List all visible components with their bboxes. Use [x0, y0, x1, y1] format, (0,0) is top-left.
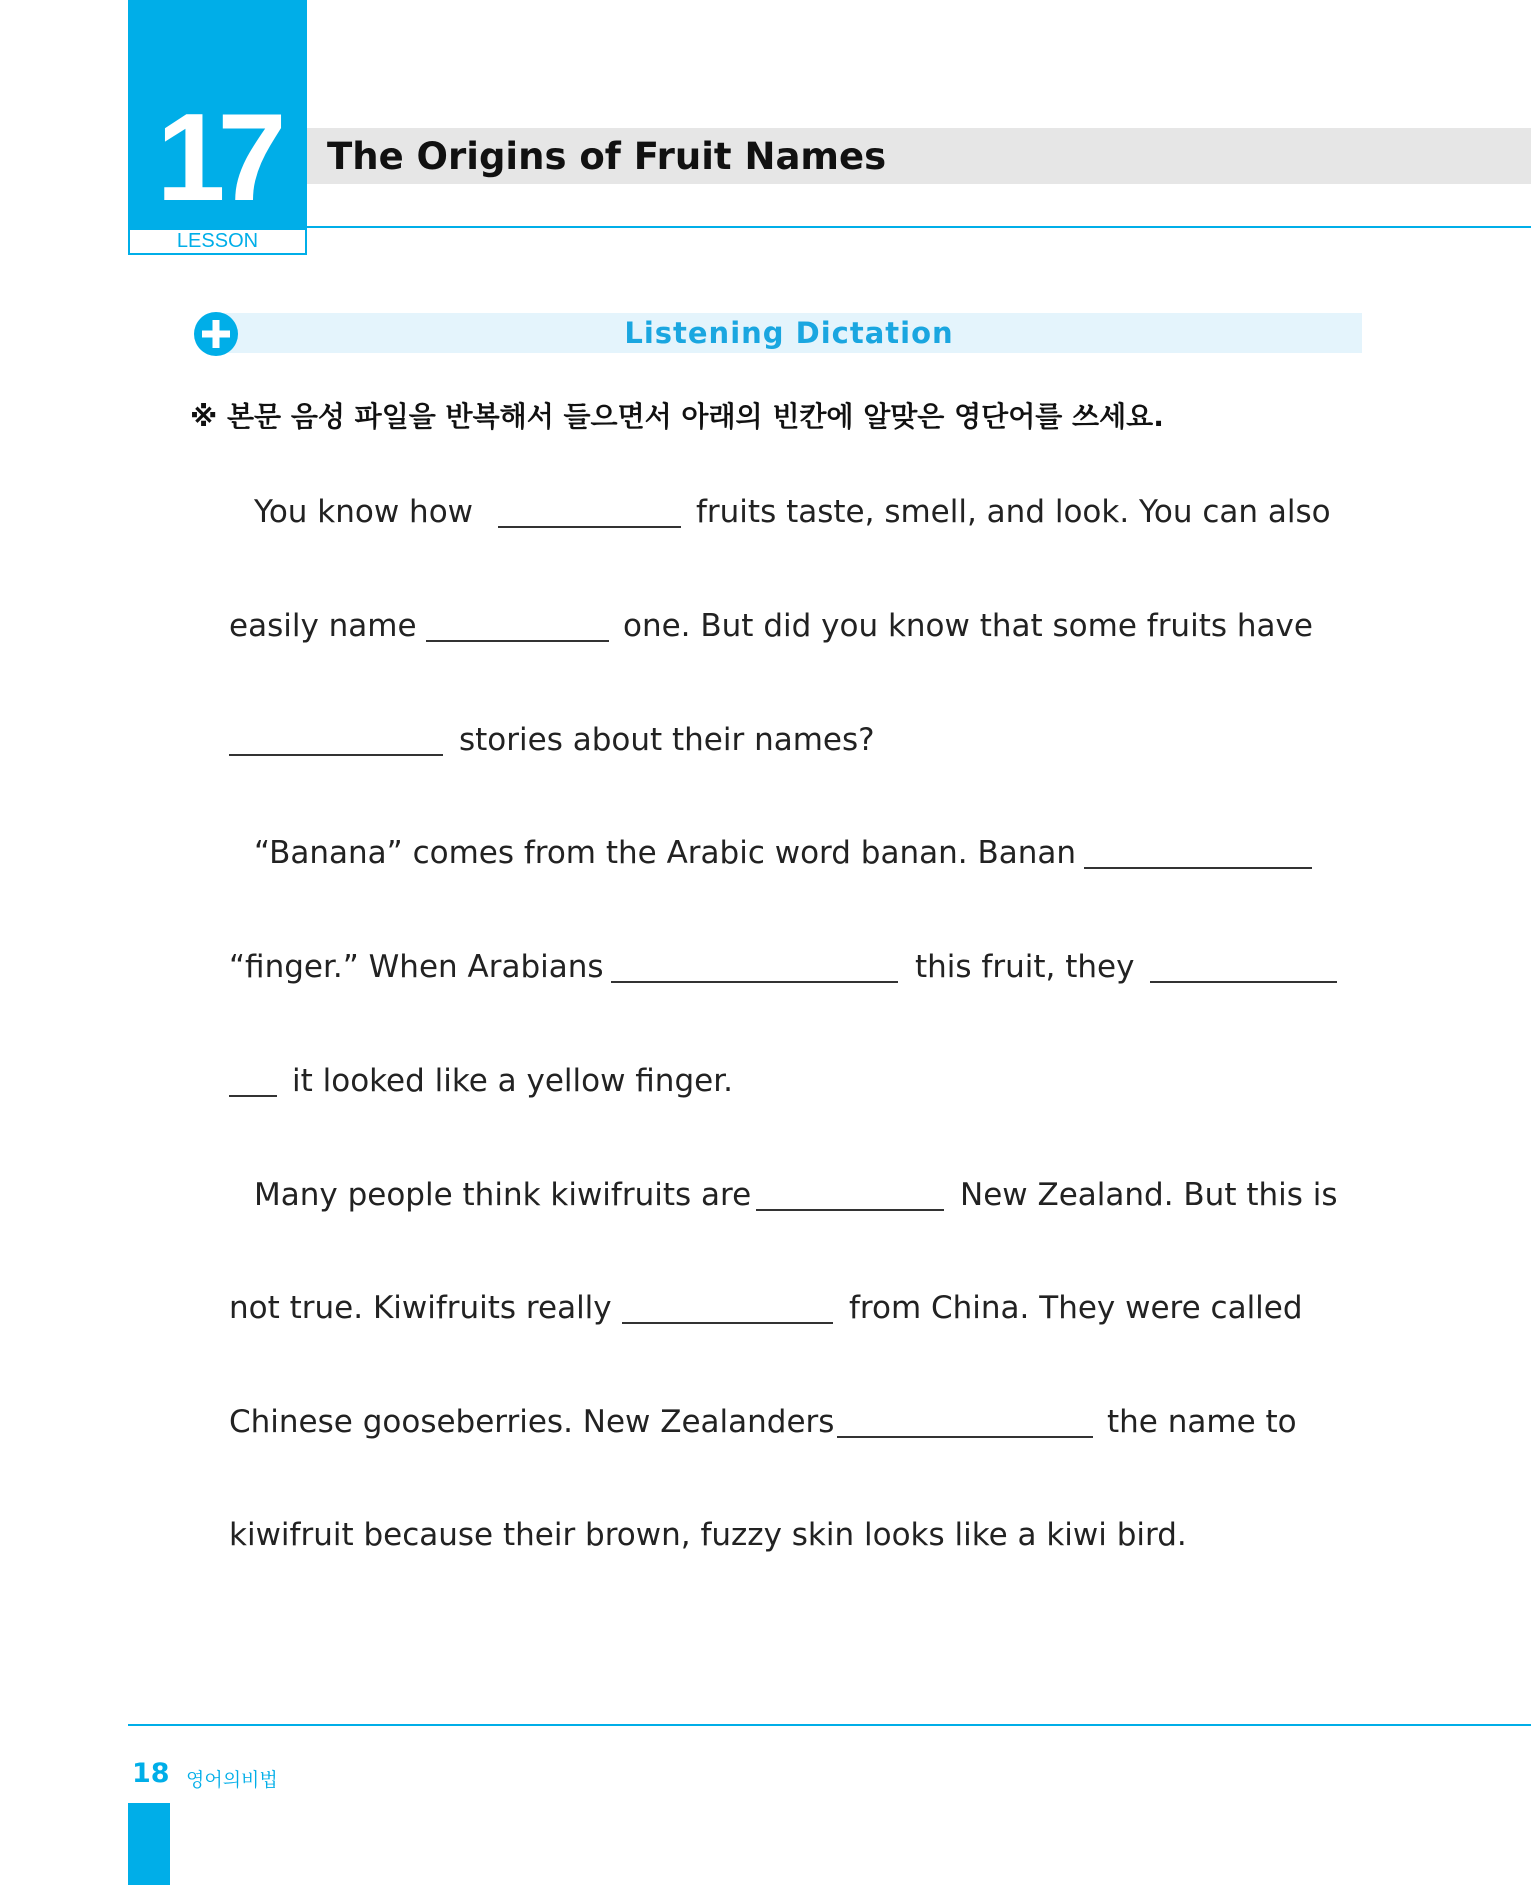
title-band	[307, 128, 1531, 184]
lesson-number-block	[128, 0, 307, 228]
answer-blank[interactable]	[426, 640, 609, 642]
page-number: 18	[132, 1758, 170, 1789]
lesson-label-box	[128, 228, 307, 255]
answer-blank[interactable]	[1084, 867, 1312, 869]
passage-line-7	[229, 1175, 1339, 1215]
passage-line-4	[229, 833, 1339, 873]
passage-text: kiwifruit because their brown, fuzzy skin looks like a kiwi bird.	[229, 1517, 1187, 1553]
book-name: 영어의비법	[186, 1769, 278, 1791]
passage-text: it looked like a yellow finger.	[292, 1063, 733, 1099]
lesson-label: LESSON	[176, 230, 259, 252]
passage-line-5	[229, 947, 1339, 987]
passage-text: easily name	[229, 608, 417, 644]
passage-text: New Zealand. But this is	[960, 1177, 1338, 1213]
footer-divider	[128, 1724, 1531, 1726]
answer-blank[interactable]	[622, 1322, 833, 1324]
passage-text: this fruit, they	[915, 949, 1135, 985]
passage-text: You know how	[254, 494, 474, 530]
answer-blank[interactable]	[229, 754, 443, 756]
answer-blank[interactable]	[611, 981, 898, 983]
passage-text: “Banana” comes from the Arabic word banan. Banan	[254, 835, 1076, 871]
passage-text: the name to	[1107, 1404, 1297, 1440]
passage-line-3	[229, 720, 1339, 760]
page-title: The Origins of Fruit Names	[327, 135, 887, 178]
passage-text: one. But did you know that some fruits have	[623, 608, 1313, 644]
answer-blank[interactable]	[756, 1209, 944, 1211]
passage-text: Many people think kiwifruits are	[254, 1177, 752, 1213]
answer-blank[interactable]	[229, 1095, 277, 1097]
passage-text: fruits taste, smell, and look. You can also	[696, 494, 1331, 530]
footer-tab	[128, 1803, 170, 1885]
plus-circle-icon	[193, 311, 239, 357]
instruction-text: ※ 본문 음성 파일을 반복해서 들으면서 아래의 빈칸에 알맞은 영단어를 쓰세요.	[190, 400, 1164, 433]
passage-text: not true. Kiwifruits really	[229, 1290, 612, 1326]
passage-text: Chinese gooseberries. New Zealanders	[229, 1404, 835, 1440]
answer-blank[interactable]	[498, 526, 681, 528]
lesson-number: 17	[156, 89, 279, 227]
passage-line-2	[229, 606, 1339, 646]
passage-line-9	[229, 1402, 1339, 1442]
passage-text: stories about their names?	[459, 722, 875, 758]
passage-line-10	[229, 1515, 1339, 1555]
header-divider	[307, 226, 1531, 228]
section-title: Listening Dictation	[624, 316, 954, 350]
answer-blank[interactable]	[1150, 981, 1337, 983]
passage-text: “finger.” When Arabians	[229, 949, 604, 985]
passage-line-6	[229, 1061, 1339, 1101]
passage-line-8	[229, 1288, 1339, 1328]
passage-text: from China. They were called	[849, 1290, 1303, 1326]
section-header	[216, 313, 1362, 353]
answer-blank[interactable]	[837, 1436, 1093, 1438]
passage-line-1	[229, 492, 1339, 532]
